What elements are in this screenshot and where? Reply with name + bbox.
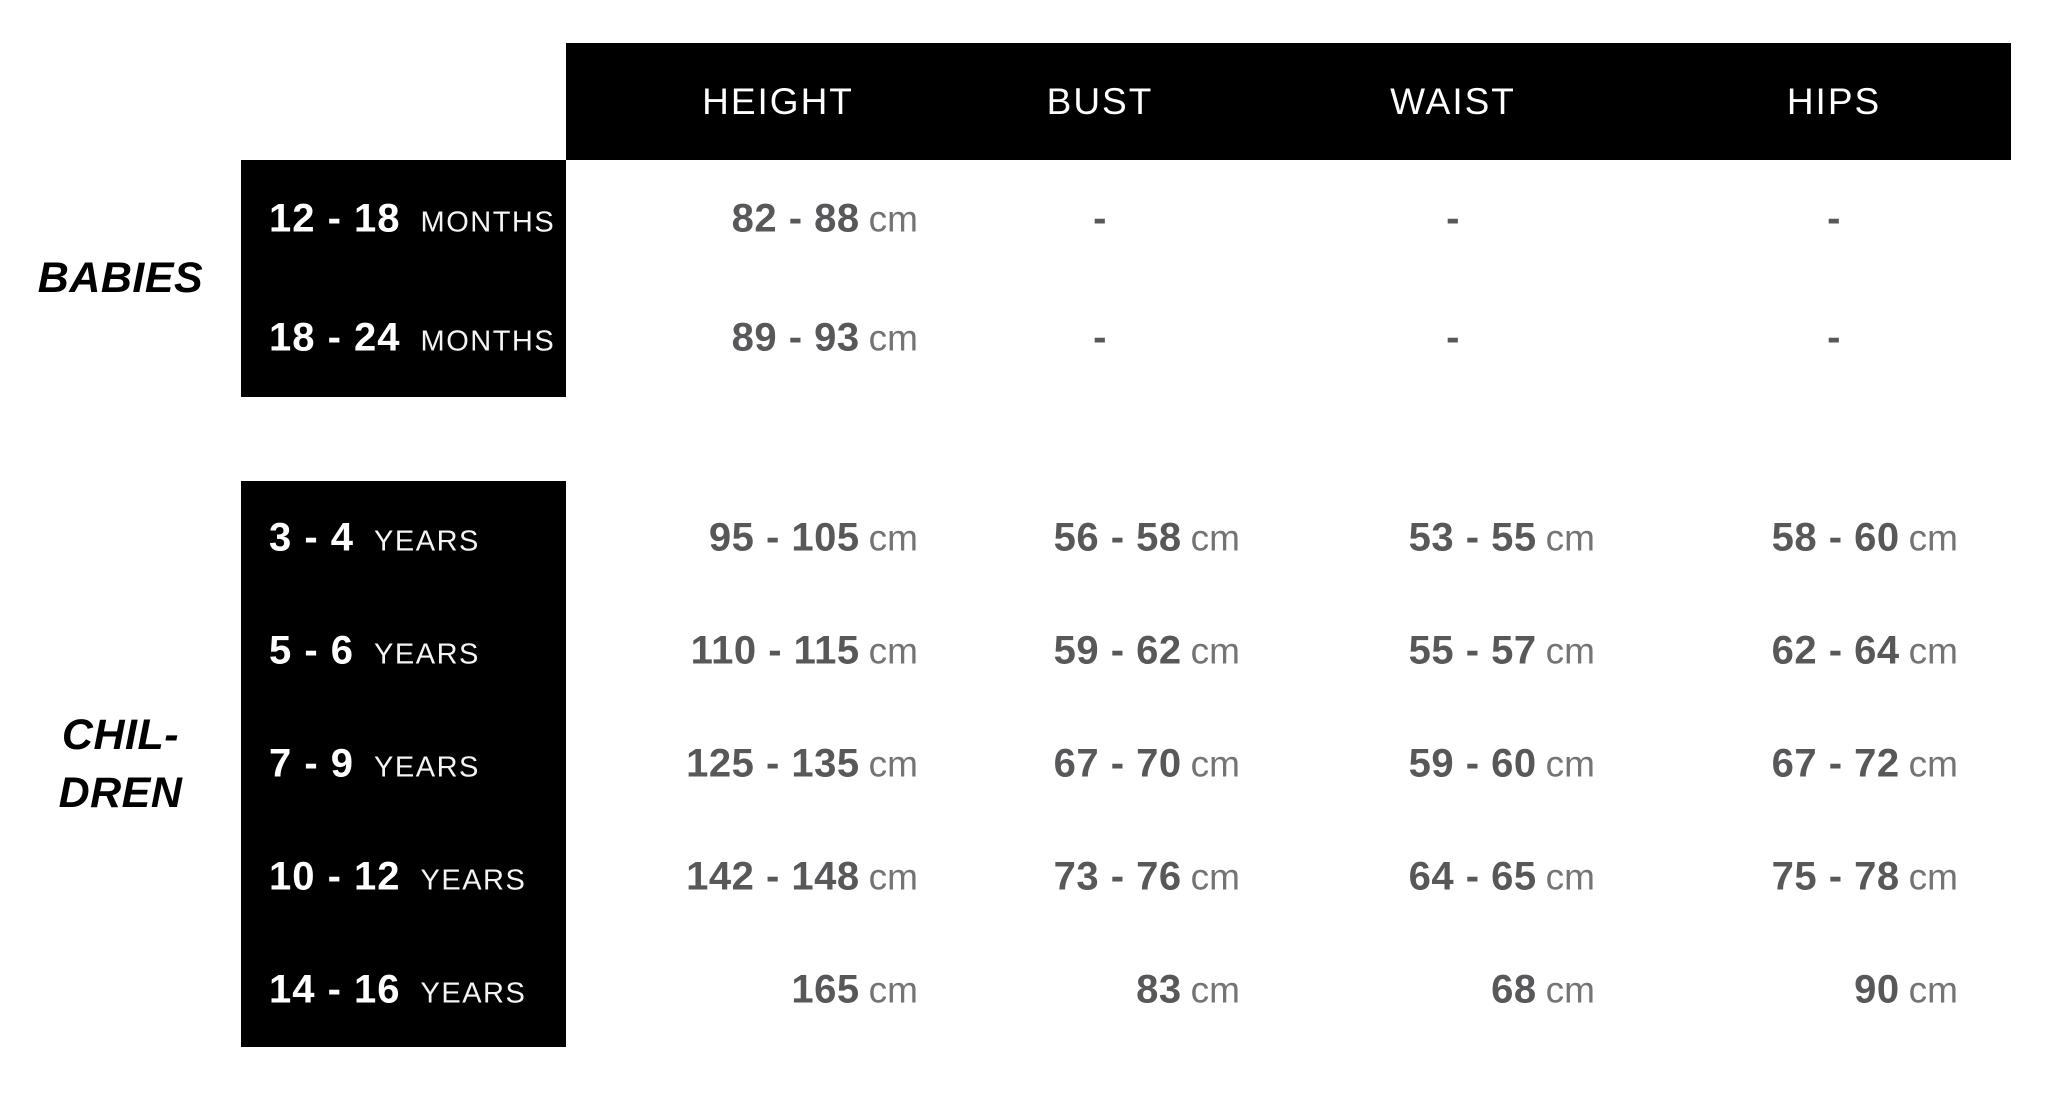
- age-unit: YEARS: [420, 864, 527, 897]
- row-header: [269, 968, 526, 1013]
- cell-bust: 73 - 76 cm: [1053, 854, 1240, 899]
- group-label-children: [0, 481, 241, 1047]
- cell-bust: 59 - 62 cm: [1053, 628, 1240, 673]
- table-row: [241, 934, 2011, 1047]
- age-range: 5 - 6: [269, 628, 355, 673]
- age-range: 7 - 9: [269, 741, 355, 786]
- children-rows: [241, 481, 2011, 1047]
- age-unit: YEARS: [420, 977, 527, 1010]
- group-label-line: CHIL-: [61, 710, 180, 759]
- row-header: [269, 855, 526, 900]
- age-unit: YEARS: [374, 525, 480, 558]
- row-header: [269, 197, 555, 242]
- cell-hips: -: [1827, 196, 1841, 241]
- group-label-babies: [0, 160, 241, 397]
- column-header-waist: WAIST: [1390, 80, 1516, 122]
- cell-height: 165 cm: [791, 967, 918, 1012]
- cell-waist: 59 - 60 cm: [1408, 741, 1595, 786]
- table-row: [241, 160, 2011, 279]
- age-range: 12 - 18: [269, 196, 401, 241]
- age-range: 10 - 12: [269, 854, 401, 899]
- column-header-height: HEIGHT: [702, 80, 854, 122]
- cell-bust: -: [1093, 196, 1107, 241]
- cell-height: 142 - 148 cm: [686, 854, 918, 899]
- cell-hips: -: [1827, 315, 1841, 360]
- group-label-line: BABIES: [37, 254, 204, 303]
- babies-rows: [241, 160, 2011, 397]
- group-label-line: DREN: [58, 769, 183, 817]
- table-row: [241, 481, 2011, 594]
- cell-hips: 58 - 60 cm: [1771, 515, 1958, 560]
- table-row: [241, 594, 2011, 707]
- table-row: [241, 707, 2011, 820]
- age-unit: YEARS: [374, 638, 480, 671]
- row-header: [269, 515, 480, 560]
- table-row: [241, 821, 2011, 934]
- age-unit: MONTHS: [420, 325, 556, 358]
- column-header-bust: BUST: [1046, 80, 1154, 122]
- column-header-hips: HIPS: [1786, 80, 1882, 122]
- cell-height: 110 - 115 cm: [690, 628, 918, 673]
- age-range: 3 - 4: [269, 515, 355, 560]
- cell-waist: 53 - 55 cm: [1408, 515, 1595, 560]
- row-header: [269, 315, 555, 360]
- cell-waist: -: [1446, 196, 1460, 241]
- cell-waist: 64 - 65 cm: [1408, 854, 1595, 899]
- cell-waist: 68 cm: [1491, 967, 1595, 1012]
- row-header: [269, 628, 480, 673]
- age-unit: MONTHS: [420, 206, 556, 239]
- age-range: 18 - 24: [269, 315, 401, 360]
- table-header: [566, 43, 2011, 160]
- cell-height: 82 - 88 cm: [731, 196, 918, 241]
- cell-hips: 62 - 64 cm: [1771, 628, 1958, 673]
- age-unit: YEARS: [374, 751, 480, 784]
- cell-bust: 83 cm: [1136, 967, 1240, 1012]
- cell-hips: 75 - 78 cm: [1771, 854, 1958, 899]
- cell-height: 89 - 93 cm: [731, 315, 918, 360]
- cell-hips: 67 - 72 cm: [1771, 741, 1958, 786]
- cell-bust: -: [1093, 315, 1107, 360]
- cell-hips: 90 cm: [1854, 967, 1958, 1012]
- age-range: 14 - 16: [269, 967, 401, 1012]
- cell-bust: 67 - 70 cm: [1053, 741, 1240, 786]
- cell-waist: -: [1446, 315, 1460, 360]
- row-header: [269, 742, 480, 787]
- cell-height: 95 - 105 cm: [708, 515, 918, 560]
- table-row: [241, 279, 2011, 398]
- cell-bust: 56 - 58 cm: [1053, 515, 1240, 560]
- cell-waist: 55 - 57 cm: [1408, 628, 1595, 673]
- cell-height: 125 - 135 cm: [686, 741, 918, 786]
